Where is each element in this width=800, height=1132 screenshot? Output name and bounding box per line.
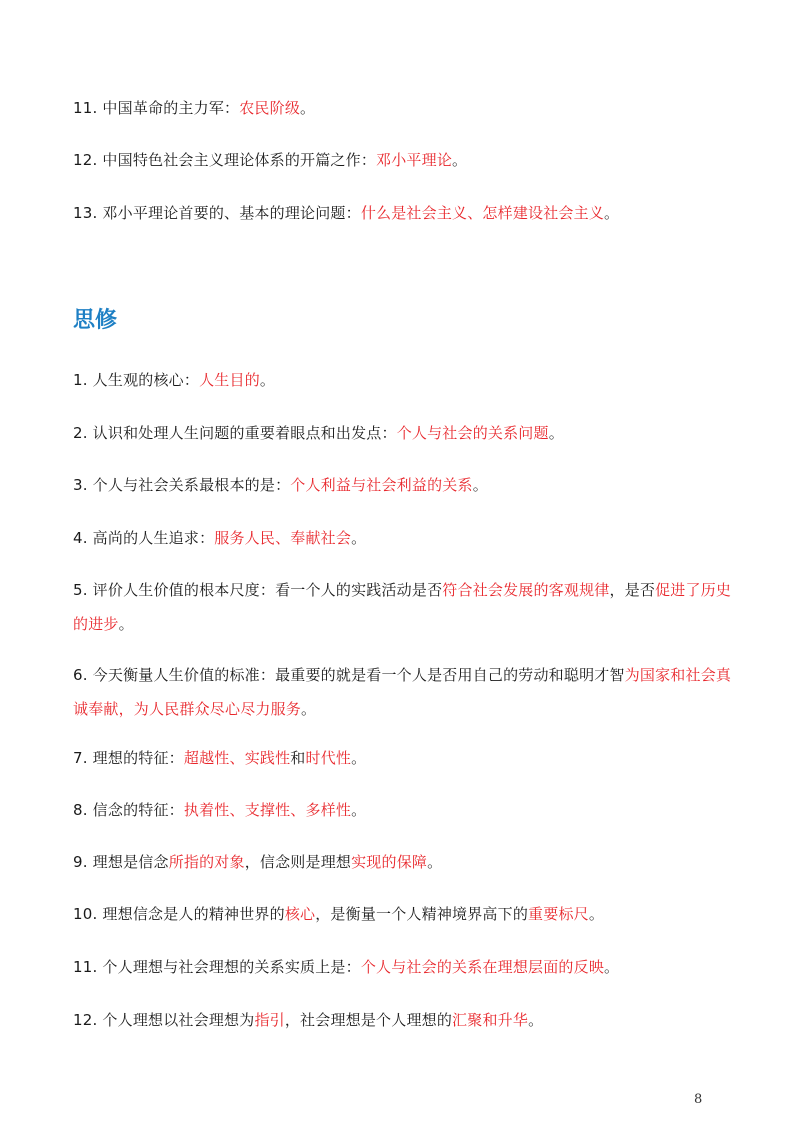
highlighted-answer: 所指的对象	[168, 853, 245, 871]
item-text: 。	[452, 151, 468, 169]
highlighted-answer: 个人与社会的关系问题	[396, 424, 549, 442]
highlighted-answer: 什么是社会主义、怎样建设社会主义	[360, 204, 605, 222]
item-text: 3. 个人与社会关系最根本的是：	[73, 476, 291, 494]
item-text: 5. 评价人生价值的根本尺度：看一个人的实践活动是否	[73, 581, 443, 599]
item-text: 12. 中国特色社会主义理论体系的开篇之作：	[73, 151, 377, 169]
item-text: 12. 个人理想以社会理想为	[73, 1011, 255, 1029]
highlighted-answer: 人生目的	[199, 371, 260, 389]
item-text: 。	[300, 99, 316, 117]
highlighted-answer: 为国家和社会真诚奉献，为人民群众尽心尽力服务	[73, 666, 732, 718]
list-item	[73, 416, 733, 450]
item-text: 11. 个人理想与社会理想的关系实质上是：	[73, 958, 361, 976]
list-item	[73, 658, 733, 726]
list-item	[73, 793, 733, 827]
highlighted-answer: 时代性	[305, 749, 352, 767]
highlighted-answer: 农民阶级	[239, 99, 301, 117]
item-text: 。	[427, 853, 443, 871]
list-item	[73, 468, 733, 502]
item-text: ，信念则是理想	[244, 853, 352, 871]
item-text: ，是衡量一个人精神境界高下的	[315, 905, 529, 923]
highlighted-answer: 符合社会发展的客观规律	[442, 581, 610, 599]
highlighted-answer: 核心	[284, 905, 316, 923]
section-heading: 思修	[73, 308, 118, 333]
item-text: 。	[472, 476, 488, 494]
highlighted-answer: 汇聚和升华	[452, 1011, 529, 1029]
item-text: 7. 理想的特征：	[73, 749, 184, 767]
item-text: 。	[351, 529, 367, 547]
highlighted-answer: 个人利益与社会利益的关系	[290, 476, 473, 494]
highlighted-answer: 促进了历史的进步	[73, 581, 732, 633]
list-item	[73, 845, 733, 879]
item-text: 。	[548, 424, 564, 442]
highlighted-answer: 服务人民、奉献社会	[214, 529, 352, 547]
item-text: 。	[588, 905, 605, 923]
item-text: 。	[351, 801, 367, 819]
item-text: 。	[528, 1011, 544, 1029]
item-text: 9. 理想是信念	[73, 853, 169, 871]
item-text: 13. 邓小平理论首要的、基本的理论问题：	[73, 204, 361, 222]
list-item	[73, 741, 733, 775]
item-text: 10. 理想信念是人的精神世界的	[73, 905, 285, 923]
item-text: 2. 认识和处理人生问题的重要着眼点和出发点：	[73, 424, 397, 442]
item-text: 。	[351, 749, 367, 767]
list-item	[73, 521, 733, 555]
list-item	[73, 897, 733, 931]
list-item	[73, 91, 733, 125]
list-item	[73, 363, 733, 397]
list-item	[73, 1003, 733, 1037]
item-text: 8. 信念的特征：	[73, 801, 184, 819]
item-text: 。	[259, 371, 276, 389]
list-item	[73, 196, 733, 230]
highlighted-answer: 邓小平理论	[376, 151, 453, 169]
highlighted-answer: 执着性、支撑性、多样性	[183, 801, 352, 819]
item-text: 11. 中国革命的主力军：	[73, 99, 240, 117]
item-text: ，社会理想是个人理想的	[284, 1011, 453, 1029]
item-text: 。	[604, 204, 620, 222]
item-text: ，是否	[609, 581, 656, 599]
highlighted-answer: 个人与社会的关系在理想层面的反映	[360, 958, 605, 976]
list-item	[73, 950, 733, 984]
highlighted-answer: 超越性、实践性	[183, 749, 291, 767]
item-text: 。	[301, 700, 317, 718]
item-text: 和	[290, 749, 306, 767]
item-text: 。	[604, 958, 620, 976]
highlighted-answer: 指引	[254, 1011, 285, 1029]
item-text: 1. 人生观的核心：	[73, 371, 200, 389]
highlighted-answer: 重要标尺	[528, 905, 589, 923]
list-item	[73, 573, 733, 641]
page-number: 8	[694, 1092, 703, 1107]
item-text: 4. 高尚的人生追求：	[73, 529, 215, 547]
item-text: 。	[118, 615, 134, 633]
list-item	[73, 143, 733, 177]
item-text: 6. 今天衡量人生价值的标准：最重要的就是看一个人是否用自己的劳动和聪明才智	[73, 666, 625, 684]
highlighted-answer: 实现的保障	[351, 853, 428, 871]
